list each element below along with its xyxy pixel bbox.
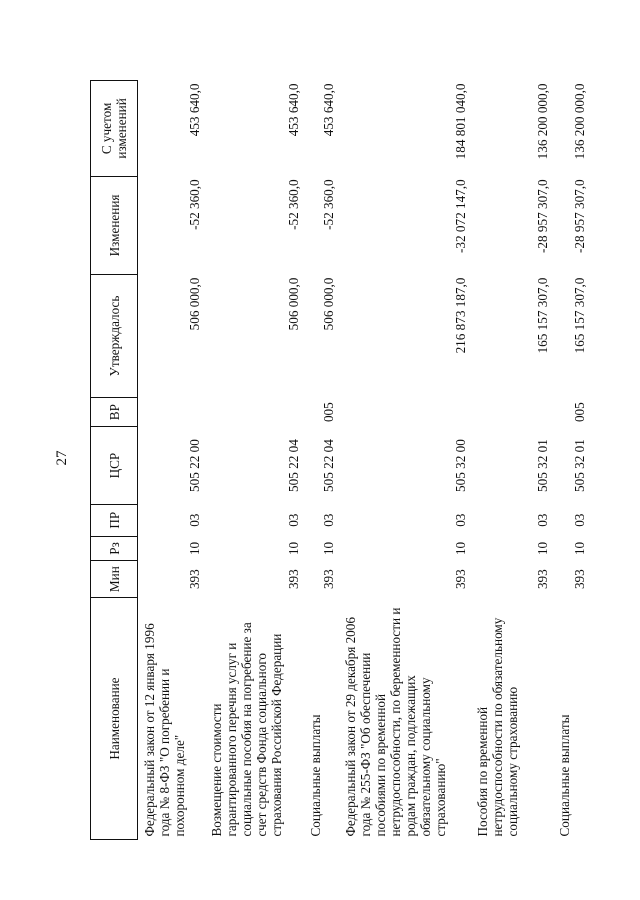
budget-table [90,80,590,840]
cell-approved: 506 000,0 [286,277,301,331]
cell-rz: 10 [321,541,336,556]
cell-min: 393 [453,569,468,590]
table-row [471,81,553,840]
cell-changes: -28 957 307,0 [572,179,587,253]
cell-final: 453 640,0 [187,83,202,137]
cell-vr: 005 [321,402,336,423]
header-pr: ПР [91,504,138,536]
cell-rz: 10 [453,541,468,556]
cell-min: 393 [572,569,587,590]
cell-pr: 03 [535,513,550,527]
table-row [138,81,206,840]
cell-rz: 10 [572,541,587,556]
cell-name: Социальные выплаты [308,714,323,837]
header-name: Наименование [91,598,138,840]
cell-changes: -52 360,0 [187,179,202,230]
cell-final: 136 200 000,0 [535,83,550,160]
cell-rz: 10 [286,541,301,556]
cell-approved: 216 873 187,0 [453,277,468,354]
table-row [205,81,304,840]
cell-name: Социальные выплаты [557,714,572,837]
cell-approved: 506 000,0 [187,277,202,331]
budget-table-rotated [90,80,587,840]
cell-vr [339,397,471,426]
cell-final: 453 640,0 [321,83,336,137]
cell-min: 393 [187,569,202,590]
header-final: С учетом изменений [91,81,138,177]
cell-csr: 505 32 01 [535,439,550,492]
table-row [304,81,339,840]
cell-approved: 165 157 307,0 [572,277,587,354]
cell-min: 393 [321,569,336,590]
cell-pr: 03 [453,513,468,527]
cell-min: 393 [286,569,301,590]
header-min: Мин [91,561,138,598]
cell-name: Федеральный закон от 12 января 1996 года № 8-ФЗ "О погребении и похоронном деле" [142,623,187,837]
cell-rz: 10 [187,541,202,556]
cell-pr: 03 [187,513,202,527]
cell-name: Пособия по временной нетрудоспособности по обязательному социальному страхованию [475,617,520,837]
cell-csr: 505 22 04 [286,439,301,492]
header-csr: ЦСР [91,427,138,504]
cell-changes: -52 360,0 [321,179,336,230]
cell-final: 453 640,0 [286,83,301,137]
cell-approved: 506 000,0 [321,277,336,331]
cell-min: 393 [535,569,550,590]
cell-csr: 505 22 04 [321,439,336,492]
header-approved: Утверждалось [91,275,138,398]
cell-approved: 165 157 307,0 [535,277,550,354]
cell-changes: -28 957 307,0 [535,179,550,253]
cell-name: Федеральный закон от 29 декабря 2006 года № 255-ФЗ "Об обеспечении пособиями по временной нетрудоспособности, по беременности и родам граждан, подлежащих обязательному социальному страхованию" [343,607,448,837]
cell-vr: 005 [572,402,587,423]
cell-changes: -32 072 147,0 [453,179,468,253]
cell-pr: 03 [572,513,587,527]
cell-vr [471,397,553,426]
header-vr: ВР [91,397,138,426]
cell-pr: 03 [321,513,336,527]
cell-csr: 505 22 00 [187,439,202,492]
cell-changes: -52 360,0 [286,179,301,230]
cell-final: 184 801 040,0 [453,83,468,160]
cell-final: 136 200 000,0 [572,83,587,160]
cell-vr [138,397,206,426]
table-row [339,81,471,840]
header-changes: Изменения [91,176,138,274]
page-number: 27 [54,450,70,466]
cell-name: Возмещение стоимости гарантированного перечня услуг и социальные пособия на погребение за счет средств Фонда социального страхования Российской Федерации [209,622,284,837]
cell-csr: 505 32 00 [453,439,468,492]
cell-csr: 505 32 01 [572,439,587,492]
cell-vr [205,397,304,426]
cell-rz: 10 [535,541,550,556]
table-header-row [91,81,138,840]
table-row [553,81,590,840]
header-rz: Рз [91,536,138,561]
cell-pr: 03 [286,513,301,527]
